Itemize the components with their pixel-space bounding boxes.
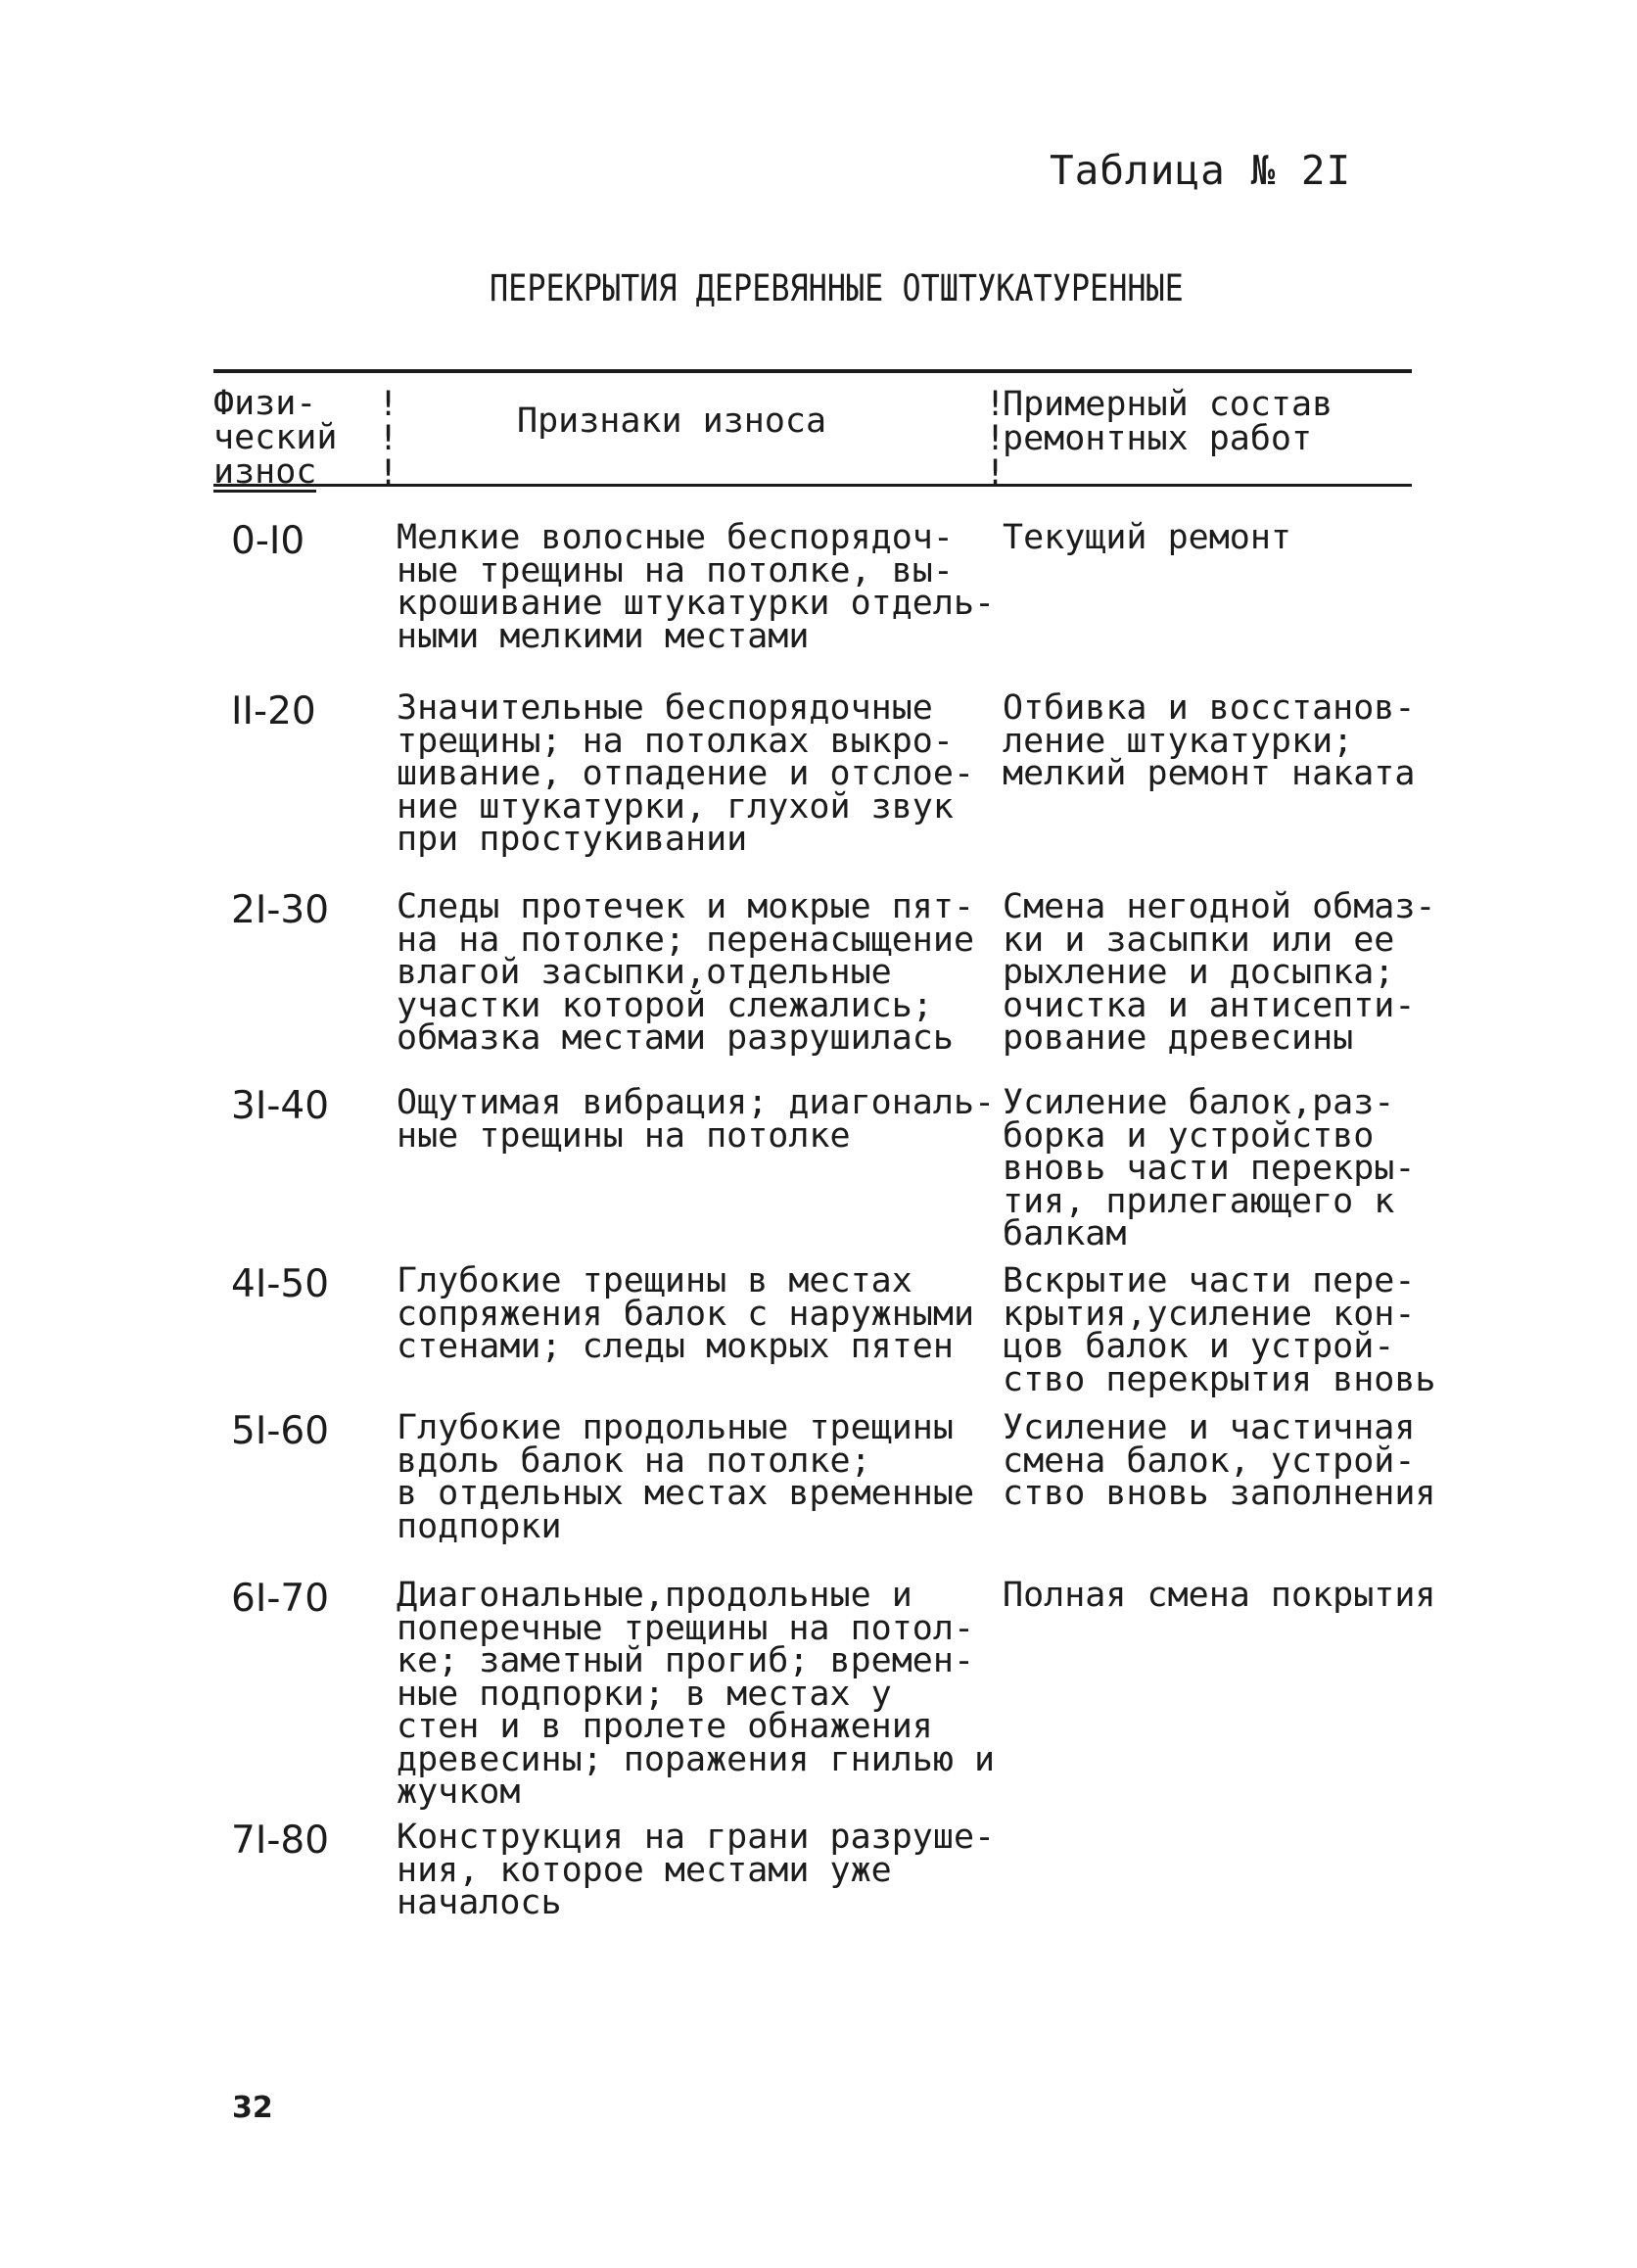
repair-works-cell: Полная смена покрытия [1003, 1576, 1436, 1615]
table-title: ПЕРЕКРЫТИЯ ДЕРЕВЯННЫЕ ОТШТУКАТУРЕННЫЕ [490, 267, 1184, 309]
wear-signs-cell: Мелкие волосные беспорядоч- ные трещины на потолке, вы- крошивание штукатурки отдель- ными мелкими местами [397, 518, 996, 656]
repair-works-cell: Вскрытие части пере- крытия,усиление кон- цов балок и устрой- ство перекрытия вновь [1003, 1261, 1436, 1399]
column-separator-2: ! ! ! [985, 385, 1006, 493]
wear-range-cell: 2I-30 [231, 888, 330, 932]
repair-works-cell: Усиление балок,раз- борка и устройство вновь части перекры- тия, прилегающего к балкам [1003, 1083, 1416, 1253]
column-header-repair-line-2: ремонтных работ [1003, 419, 1313, 458]
column-header-repair-works [1003, 385, 1333, 458]
table-header-rule [213, 484, 1412, 487]
column-header-wear-line-1: Физи- [213, 384, 317, 423]
repair-works-cell: Усиление и частичная смена балок, устрой- ство вновь заполнения [1003, 1408, 1436, 1513]
column-separator-1: ! ! ! [378, 385, 399, 493]
column-header-repair-line-1: Примерный состав [1003, 385, 1333, 424]
column-header-wear-line-2: ческий [213, 418, 338, 457]
wear-signs-cell: Глубокие трещины в местах сопряжения балок с наружными стенами; следы мокрых пятен [397, 1261, 975, 1366]
table-number: Таблица № 2I [1050, 147, 1352, 194]
wear-range-cell: II-20 [231, 689, 316, 733]
repair-works-cell: Отбивка и восстанов- ление штукатурки; мелкий ремонт наката [1003, 688, 1416, 793]
page-number: 32 [232, 2091, 273, 2125]
repair-works-cell: Текущий ремонт [1003, 518, 1292, 557]
table-top-rule [213, 369, 1412, 373]
wear-signs-cell: Диагональные,продольные и поперечные трещины на потол- ке; заметный прогиб; времен- ные подпорки; в местах у стен и в пролете обнажения древесины; поражения гнилью и жучком [397, 1576, 996, 1812]
repair-works-cell: Смена негодной обмаз- ки и засыпки или ее рыхление и досыпка; очистка и антисепти- рование древесины [1003, 887, 1436, 1058]
wear-range-cell: 0-I0 [231, 519, 305, 563]
wear-signs-cell: Глубокие продольные трещины вдоль балок на потолке; в отдельных местах временные подпорки [397, 1408, 975, 1546]
column-header-physical-wear [213, 384, 380, 493]
column-header-wear-signs: Признаки износа [517, 402, 827, 441]
wear-signs-cell: Следы протечек и мокрые пят- на на потолке; перенасыщение влагой засыпки,отдельные участки которой слежались; обмазка местами разрушилась [397, 887, 975, 1058]
column-header-wear-line-3: износ [213, 452, 317, 492]
wear-signs-cell: Ощутимая вибрация; диагональ- ные трещины на потолке [397, 1083, 996, 1156]
wear-range-cell: 4I-50 [231, 1262, 330, 1306]
wear-range-cell: 6I-70 [231, 1577, 330, 1621]
wear-range-cell: 5I-60 [231, 1409, 330, 1453]
wear-signs-cell: Конструкция на грани разруше- ния, которое местами уже началось [397, 1818, 996, 1922]
wear-signs-cell: Значительные беспорядочные трещины; на потолках выкро- шивание, отпадение и отслое- ние штукатурки, глухой звук при простукивании [397, 688, 975, 859]
wear-range-cell: 3I-40 [231, 1084, 330, 1128]
wear-range-cell: 7I-80 [231, 1819, 330, 1863]
